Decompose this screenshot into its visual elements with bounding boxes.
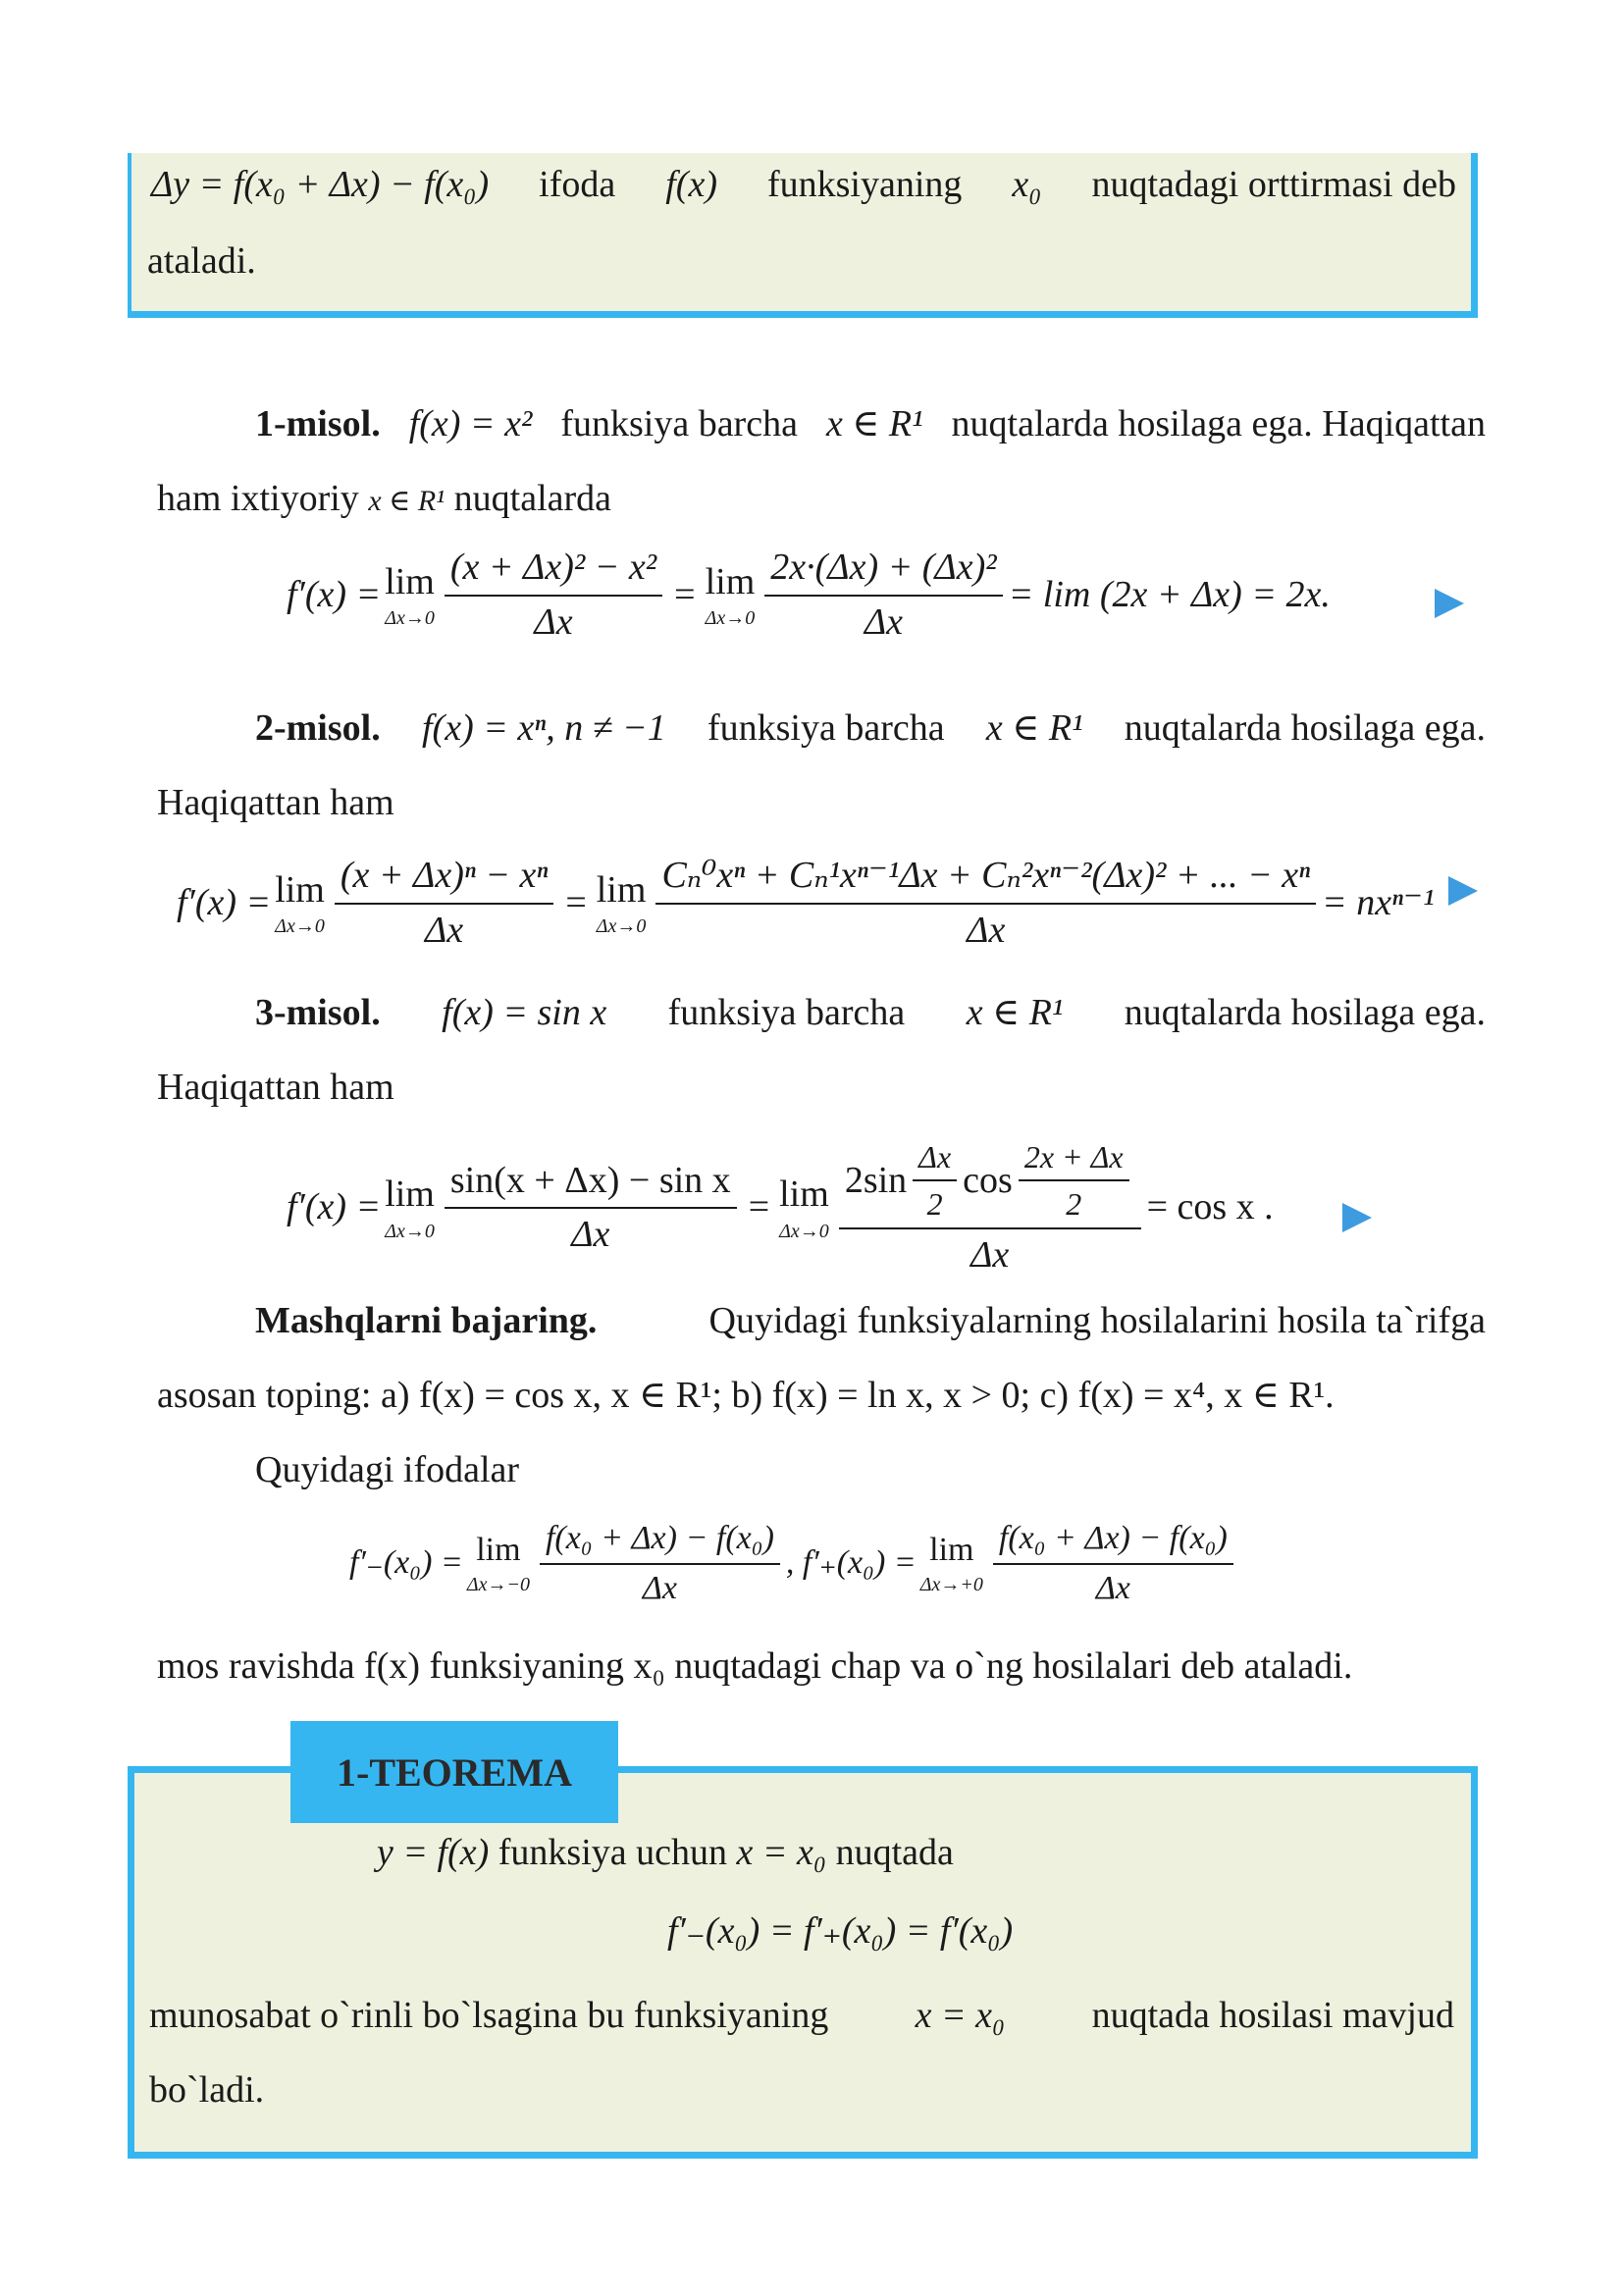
lim-word: lim (779, 1174, 829, 1216)
inner-fraction-1 (913, 1138, 957, 1224)
fraction-denominator: Δx (970, 1233, 1010, 1276)
left-fraction (540, 1519, 780, 1609)
fraction-numerator: Cₙ⁰xⁿ + Cₙ¹xⁿ⁻¹Δx + Cₙ²xⁿ⁻²(Δx)² + ... − xⁿ (655, 854, 1316, 905)
example1-lhs: f′(x) = (287, 573, 382, 615)
theorem-formula: f′₋(x₀) = f′₊(x₀) = f′(x₀) (667, 1910, 1014, 1952)
lim-word: lim (476, 1532, 521, 1569)
lim-subscript: Δx→0 (275, 915, 325, 938)
theorem-text-3a: munosabat o`rinli bo`lsagina bu funksiyaning (149, 1995, 829, 2036)
example2-domain: x ∈ R¹ (985, 707, 1083, 749)
example1-text-d: nuqtalarda hosilaga ega. Haqiqattan (951, 403, 1486, 444)
example3-result: = cos x . (1146, 1186, 1274, 1228)
exercise-line-1 (255, 1299, 1486, 1344)
word-funksiyaning: funksiyaning (766, 164, 963, 205)
example1-lim-2 (706, 560, 756, 631)
sin-word: 2sin (844, 1159, 908, 1201)
delta-y-formula: Δy = f(x₀ + Δx) − f(x₀) (151, 164, 490, 205)
lim-subscript: Δx→0 (596, 915, 647, 938)
example1-line-2 (157, 477, 611, 522)
onesided-formulas (349, 1519, 1239, 1609)
example1-derivation (287, 546, 1331, 645)
example2-derivation (177, 854, 1434, 953)
example3-fraction-1 (445, 1159, 737, 1258)
example3-lhs: f′(x) = (287, 1186, 382, 1228)
fraction-denominator: Δx (642, 1569, 677, 1606)
lim-subscript: Δx→0 (385, 1220, 435, 1242)
fraction-numerator: f(x₀ + Δx) − f(x₀) (540, 1519, 780, 1565)
lim-word: lim (385, 560, 435, 602)
lim-subscript: Δx→0 (779, 1220, 829, 1242)
lim-subscript: Δx→0 (385, 607, 435, 630)
fraction-denominator: Δx (534, 600, 573, 643)
example3-line-2: Haqiqattan ham (157, 1067, 394, 1108)
theorem-tab: 1-TEOREMA (290, 1721, 618, 1823)
example2-fraction-2 (655, 854, 1316, 953)
example3-line-1 (255, 991, 1486, 1036)
example2-label: 2-misol. (255, 707, 381, 749)
example2-lhs: f′(x) = (177, 881, 272, 923)
exercise-line-2: asosan toping: a) f(x) = cos x, x ∈ R¹; b) f(x) = ln x, x > 0; c) f(x) = x⁴, x ∈ R¹. (157, 1375, 1335, 1416)
fraction-numerator: (x + Δx)ⁿ − xⁿ (335, 854, 553, 905)
example1-line2-c: nuqtalarda (453, 478, 612, 519)
left-derivative-lhs: f′₋(x₀) = (349, 1544, 463, 1582)
example1-line2-domain: x ∈ R¹ (368, 485, 445, 517)
example2-fraction-1 (335, 854, 553, 953)
right-fraction (993, 1519, 1233, 1609)
lim-subscript: Δx→0 (705, 607, 756, 630)
theorem-text-d: nuqtada (835, 1832, 954, 1873)
lim-word: lim (596, 868, 647, 911)
exercise-label: Mashqlarni bajaring. (255, 1300, 598, 1341)
example3-label: 3-misol. (255, 992, 381, 1033)
fraction-denominator: Δx (1095, 1569, 1130, 1606)
definition-line-1 (151, 163, 1456, 208)
example1-end-marker-icon (1435, 589, 1464, 618)
right-derivative-lhs: , f′₊(x₀) = (785, 1544, 917, 1582)
fraction-denominator: Δx (967, 909, 1006, 951)
cos-word: cos (963, 1159, 1013, 1201)
inner-numerator: Δx (913, 1138, 957, 1181)
left-lim (467, 1531, 530, 1596)
example2-text-d: nuqtalarda hosilaga ega. (1124, 707, 1486, 749)
fx-symbol: f(x) (665, 164, 717, 205)
inner-denominator: 2 (1066, 1186, 1082, 1223)
example1-label: 1-misol. (255, 403, 381, 444)
equals-sign: = (674, 573, 696, 615)
x0-symbol: x₀ (1012, 164, 1042, 205)
example3-fraction-2 (839, 1138, 1141, 1278)
example3-lim-1 (385, 1173, 435, 1243)
example1-text-b: funksiya barcha (560, 403, 798, 444)
theorem-function: y = f(x) (377, 1832, 490, 1873)
example1-result: = lim (2x + Δx) = 2x. (1008, 573, 1331, 615)
theorem-box (128, 1766, 1478, 2159)
fraction-denominator: Δx (571, 1214, 610, 1256)
word-ifoda: ifoda (539, 164, 616, 205)
example1-domain: x ∈ R¹ (825, 403, 923, 444)
equals-sign: = (565, 881, 587, 923)
example3-text-b: funksiya barcha (667, 992, 906, 1033)
fraction-numerator: 2x·(Δx) + (Δx)² (764, 546, 1002, 597)
fraction-numerator: sin(x + Δx) − sin x (445, 1159, 737, 1210)
example2-function: f(x) = xⁿ, n ≠ −1 (421, 707, 666, 749)
theorem-line-3 (149, 1994, 1454, 2039)
theorem-line-4: bo`ladi. (149, 2069, 265, 2111)
example3-derivation (287, 1138, 1274, 1278)
example3-end-marker-icon (1342, 1203, 1372, 1232)
fraction-numerator: f(x₀ + Δx) − f(x₀) (993, 1519, 1233, 1565)
theorem-point: x = x₀ (736, 1832, 827, 1873)
theorem-point-2: x = x₀ (915, 1995, 1006, 2036)
lim-word: lim (705, 560, 756, 602)
example3-domain: x ∈ R¹ (966, 992, 1064, 1033)
example1-fraction-2 (764, 546, 1002, 645)
lim-subscript: Δx→+0 (919, 1574, 983, 1596)
example2-lim-2 (597, 868, 647, 939)
example1-function: f(x) = x² (408, 403, 533, 444)
equals-sign: = (748, 1186, 770, 1228)
lim-word: lim (385, 1174, 435, 1216)
onesided-after: mos ravishda f(x) funksiyaning x₀ nuqtadagi chap va o`ng hosilalari deb ataladi. (157, 1645, 1353, 1687)
fraction-numerator: (x + Δx)² − x² (445, 546, 662, 597)
theorem-text-3c: nuqtada hosilasi mavjud (1091, 1995, 1454, 2036)
fraction-denominator: Δx (425, 909, 464, 951)
definition-line-2: ataladi. (147, 240, 256, 282)
lim-word: lim (275, 868, 325, 911)
example2-end-marker-icon (1448, 876, 1478, 906)
exercise-text: Quyidagi funksiyalarning hosilalarini hosila ta`rifga (708, 1300, 1486, 1341)
example1-line2-a: ham ixtiyoriy (157, 478, 359, 519)
example2-line-1 (255, 706, 1486, 752)
example3-lim-2 (779, 1173, 829, 1243)
example2-text-b: funksiya barcha (707, 707, 945, 749)
example1-lim-1 (385, 560, 435, 631)
onesided-intro: Quyidagi ifodalar (255, 1449, 520, 1490)
fraction-denominator: Δx (864, 600, 904, 643)
example2-line-2: Haqiqattan ham (157, 782, 394, 823)
theorem-text-b: funksiya uchun (498, 1832, 727, 1873)
example1-line-1 (255, 402, 1486, 447)
theorem-line-1 (377, 1831, 954, 1876)
lim-subscript: Δx→−0 (466, 1574, 530, 1596)
fraction-numerator (839, 1138, 1141, 1229)
inner-fraction-2 (1019, 1138, 1129, 1224)
example2-result: = nxⁿ⁻¹ (1322, 881, 1435, 923)
lim-word: lim (929, 1532, 974, 1569)
example3-function: f(x) = sin x (442, 992, 607, 1033)
inner-numerator: 2x + Δx (1019, 1138, 1129, 1181)
example1-fraction-1 (445, 546, 662, 645)
example2-lim-1 (275, 868, 325, 939)
example3-text-d: nuqtalarda hosilaga ega. (1124, 992, 1486, 1033)
inner-denominator: 2 (926, 1186, 943, 1223)
right-lim (920, 1531, 983, 1596)
definition-tail: nuqtadagi orttirmasi deb (1091, 164, 1456, 205)
